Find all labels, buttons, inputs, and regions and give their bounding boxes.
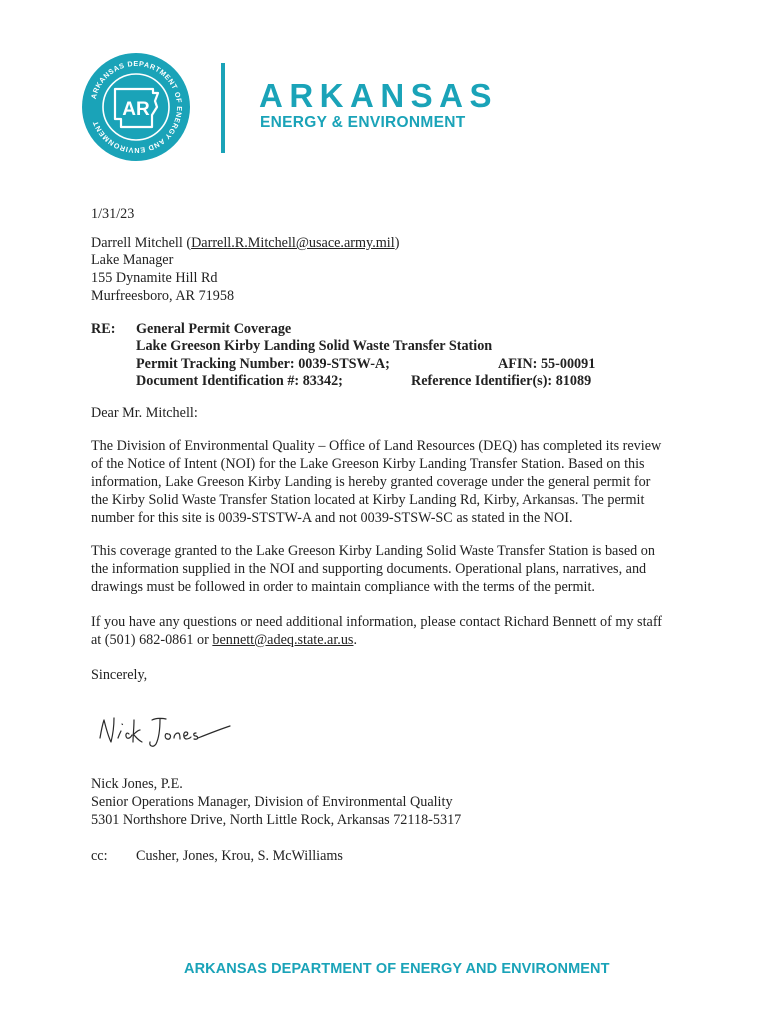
signer-title: Senior Operations Manager, Division of Environmental Quality <box>91 794 453 810</box>
re-facility: Lake Greeson Kirby Landing Solid Waste Transfer Station <box>136 338 493 354</box>
re-afin: AFIN: 55-00091 <box>498 356 596 372</box>
cc-label: cc: <box>91 848 108 864</box>
re-reference-id: Reference Identifier(s): 81089 <box>411 373 592 389</box>
letterhead-divider <box>221 63 225 153</box>
recipient-city: Murfreesboro, AR 71958 <box>91 288 235 304</box>
re-document-id: Document Identification #: 83342; <box>136 373 343 389</box>
paragraph3-suffix: . <box>353 632 358 648</box>
paragraph3-line: If you have any questions or need additional information, please contact Richard Bennett of my staff <box>91 614 663 630</box>
paragraph1-line: number for this site is 0039-STSTW-A and not 0039-STSW-SC as stated in the NOI. <box>91 510 573 526</box>
contact-email-link[interactable]: bennett@adeq.state.ar.us <box>212 632 354 648</box>
recipient-name: Darrell Mitchell ( <box>91 235 192 251</box>
cc-names: Cusher, Jones, Krou, S. McWilliams <box>136 848 343 864</box>
seal-initials: AR <box>122 99 150 120</box>
paragraph3-contact-line <box>91 631 357 649</box>
brand-subtitle: ENERGY & ENVIRONMENT <box>260 114 466 131</box>
paragraph2-line: drawings must be followed in order to maintain compliance with the terms of the permit. <box>91 579 595 595</box>
signature-image <box>92 708 232 754</box>
recipient-name-suffix: ) <box>394 235 400 251</box>
paragraph1-line: information, Lake Greeson Kirby Landing is hereby granted coverage under the general permit for <box>91 474 651 490</box>
salutation: Dear Mr. Mitchell: <box>91 405 198 421</box>
brand-name: ARKANSAS <box>259 77 499 114</box>
re-subject: General Permit Coverage <box>136 321 292 337</box>
paragraph2-line: This coverage granted to the Lake Greeson Kirby Landing Solid Waste Transfer Station is based on <box>91 543 655 559</box>
paragraph2-line: the information supplied in the NOI and supporting documents. Operational plans, narratives, and <box>91 561 647 577</box>
re-permit-tracking: Permit Tracking Number: 0039-STSW-A; <box>136 356 390 372</box>
seal-ring-text: ARKANSAS DEPARTMENT OF ENERGY AND ENVIRONMENT <box>88 58 185 156</box>
footer-department-name: ARKANSAS DEPARTMENT OF ENERGY AND ENVIRONMENT <box>184 961 610 977</box>
recipient-name-line <box>91 234 399 252</box>
signer-address: 5301 Northshore Drive, North Little Rock, Arkansas 72118-5317 <box>91 812 462 828</box>
recipient-title: Lake Manager <box>91 252 174 268</box>
paragraph1-line: the Kirby Solid Waste Transfer Station located at Kirby Landing Rd, Kirby, Arkansas. The permit <box>91 492 645 508</box>
closing: Sincerely, <box>91 667 148 683</box>
paragraph3-prefix: at (501) 682-0861 or <box>91 632 213 648</box>
letter-date: 1/31/23 <box>91 206 135 222</box>
paragraph1-line: The Division of Environmental Quality – Office of Land Resources (DEQ) has completed its review <box>91 438 662 454</box>
department-seal-logo <box>82 53 190 161</box>
re-label: RE: <box>91 321 116 337</box>
paragraph1-line: of the Notice of Intent (NOI) for the Lake Greeson Kirby Landing Transfer Station. Based on this <box>91 456 645 472</box>
signer-name: Nick Jones, P.E. <box>91 776 183 792</box>
recipient-street: 155 Dynamite Hill Rd <box>91 270 218 286</box>
recipient-email-link[interactable]: Darrell.R.Mitchell@usace.army.mil <box>191 235 395 251</box>
